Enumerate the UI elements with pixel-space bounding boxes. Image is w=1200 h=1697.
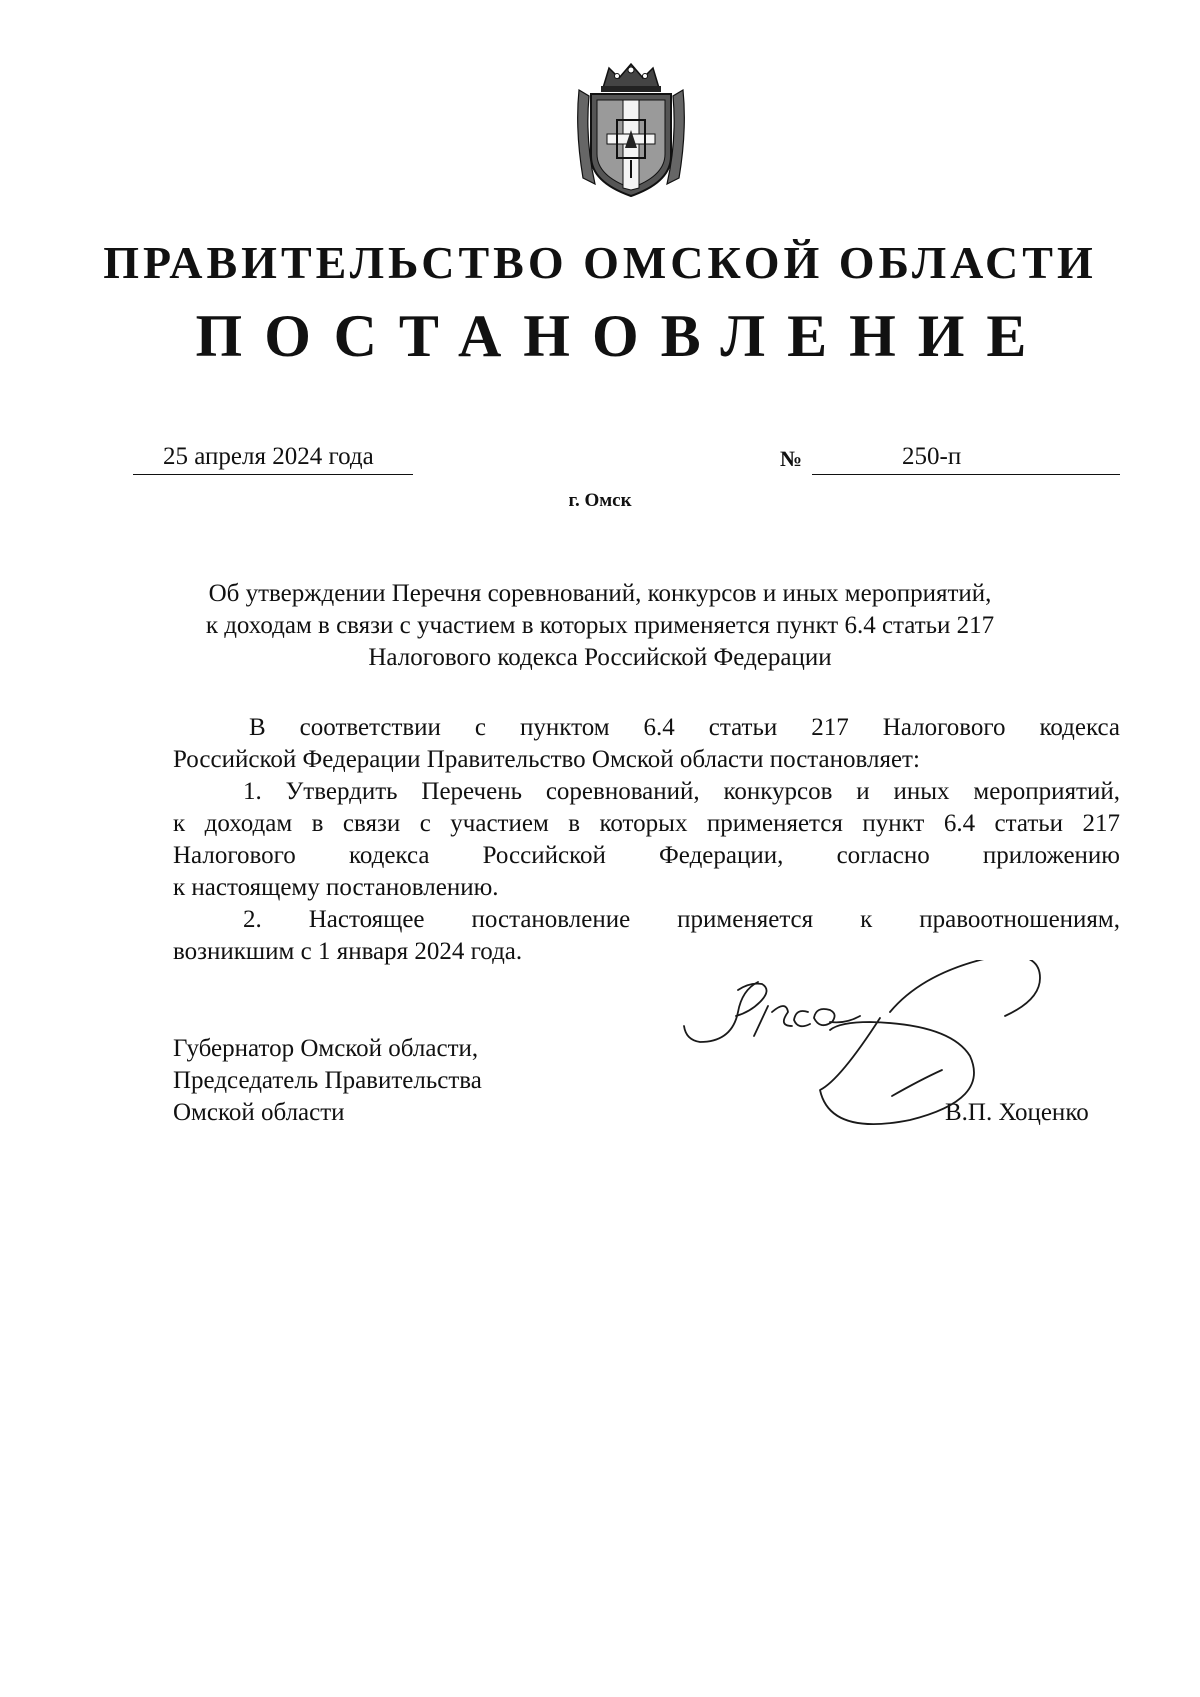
document-subject <box>150 578 1050 674</box>
number-field <box>812 440 1120 475</box>
document-body <box>173 712 1120 968</box>
body-line: 1. Утвердить Перечень соревнований, конкурсов и иных мероприятий, <box>243 778 1120 805</box>
position-line: Губернатор Омской области, <box>173 1035 479 1062</box>
position-line: Омской области <box>173 1099 345 1126</box>
handwritten-signature <box>680 960 1120 1160</box>
city-label: г. Омск <box>568 490 632 511</box>
body-line: к настоящему постановлению. <box>173 874 499 901</box>
number-sign: № <box>780 446 803 471</box>
coat-of-arms-emblem <box>573 60 689 200</box>
document-type-title: ПОСТАНОВЛЕНИЕ <box>195 303 1049 369</box>
body-line: Налогового кодекса Российской Федерации, согласно приложению <box>173 842 1120 869</box>
signatory-position <box>173 1033 482 1129</box>
body-line: Российской Федерации Правительство Омской области постановляет: <box>173 746 920 773</box>
subject-line: Налогового кодекса Российской Федерации <box>368 644 832 671</box>
document-number: 250-п <box>902 443 962 470</box>
body-line: В соответствии с пунктом 6.4 статьи 217 Налогового кодекса <box>249 714 1120 741</box>
subject-line: Об утверждении Перечня соревнований, конкурсов и иных мероприятий, <box>208 580 992 607</box>
body-line: возникшим с 1 января 2024 года. <box>173 938 523 965</box>
signatory-name: В.П. Хоценко <box>945 1099 1089 1126</box>
subject-line: к доходам в связи с участием в которых применяется пункт 6.4 статьи 217 <box>205 612 995 639</box>
body-line: 2. Настоящее постановление применяется к правоотношениям, <box>243 906 1120 933</box>
body-line: к доходам в связи с участием в которых применяется пункт 6.4 статьи 217 <box>173 810 1120 837</box>
position-line: Председатель Правительства <box>173 1067 482 1094</box>
organization-title: ПРАВИТЕЛЬСТВО ОМСКОЙ ОБЛАСТИ <box>103 237 1097 288</box>
document-date: 25 апреля 2024 года <box>163 443 374 470</box>
date-field <box>133 440 413 475</box>
